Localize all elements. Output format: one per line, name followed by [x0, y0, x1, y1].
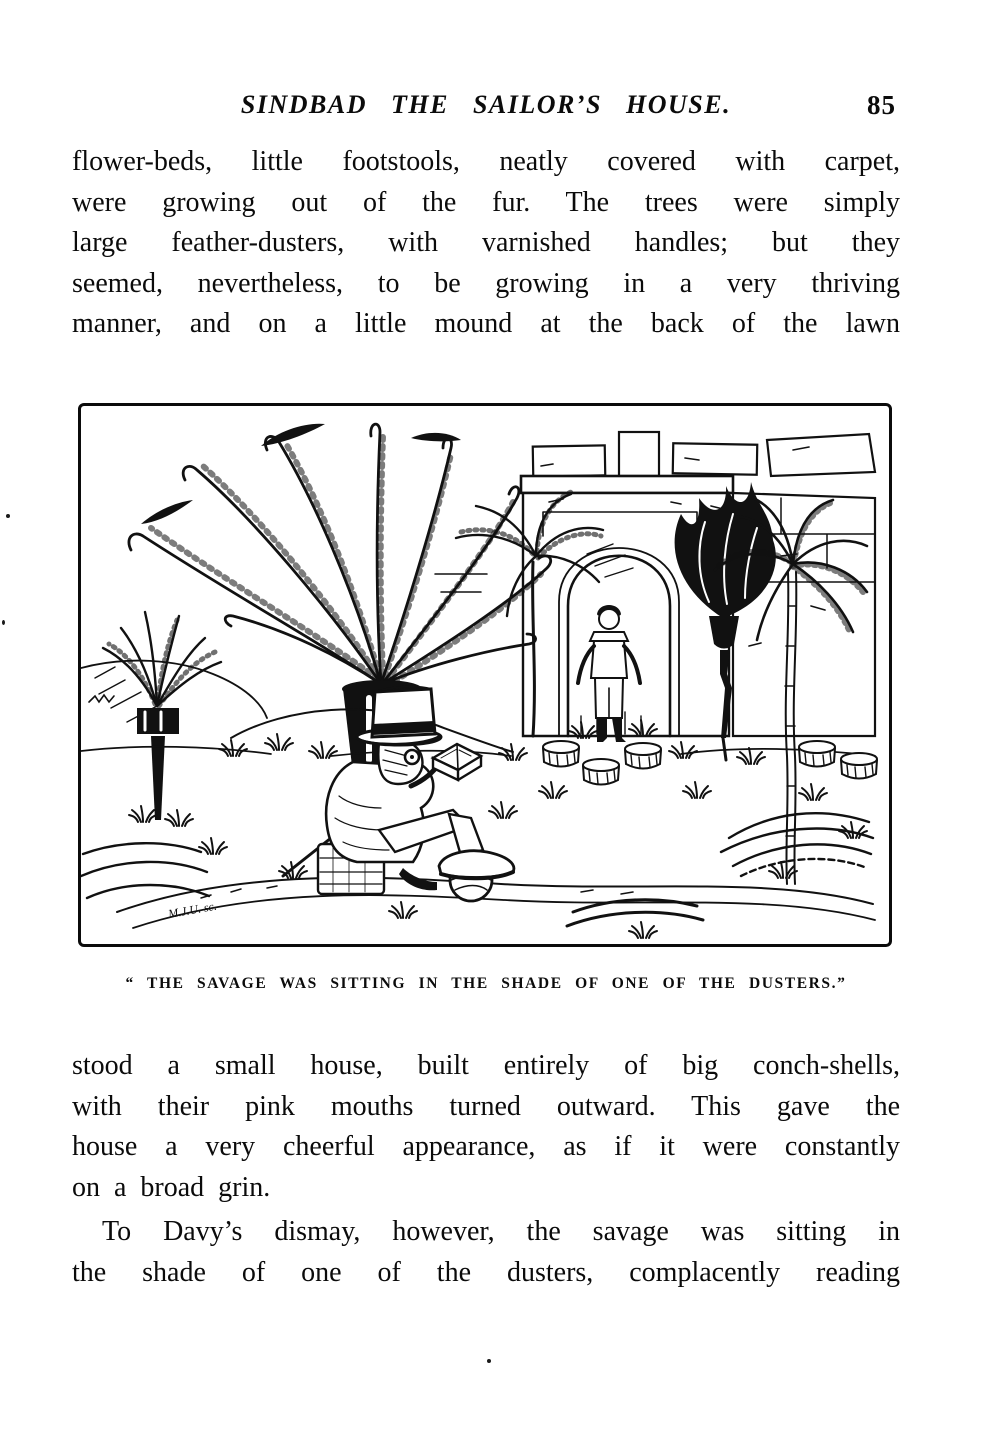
- text-line: seemed, nevertheless, to be growing in a very thriving: [72, 267, 900, 299]
- tree-stump: [583, 759, 619, 785]
- print-speck: [2, 620, 5, 625]
- text-line: the shade of one of the dusters, complacently reading: [72, 1256, 900, 1288]
- print-speck: [6, 514, 10, 518]
- text-line: To Davy’s dismay, however, the savage was sitting in: [102, 1216, 900, 1247]
- boy-boot-left: [597, 718, 607, 742]
- text-line: on a broad grin.: [72, 1171, 271, 1203]
- boy-torso: [591, 641, 627, 678]
- page-number: 85: [867, 90, 896, 120]
- open-book: [433, 744, 481, 780]
- paragraph-2: [72, 1046, 900, 1208]
- tree-stump: [799, 741, 835, 767]
- text-line: with their pink mouths turned outward. This gave the: [72, 1090, 900, 1122]
- print-speck: [487, 1359, 491, 1363]
- tree-stump: [625, 743, 661, 769]
- text-line: large feather-dusters, with varnished handles; but they: [72, 227, 900, 258]
- engraver-signature: M.J.U. sc.: [167, 898, 218, 921]
- chapter-title: SINDBAD THE SAILOR’S HOUSE.: [240, 90, 732, 119]
- text-line: manner, and on a little mound at the back of the lawn: [72, 308, 900, 339]
- text-line: flower-beds, little footstools, neatly covered with carpet,: [72, 146, 900, 177]
- paragraph-3: [72, 1212, 900, 1293]
- engraving: [81, 406, 889, 944]
- savage-figure: [283, 687, 514, 901]
- tree-stump: [543, 741, 579, 767]
- paragraph-1: [72, 142, 900, 345]
- tree-stump: [841, 753, 877, 779]
- boy-head: [599, 609, 619, 629]
- illustration-frame: [78, 403, 892, 947]
- text-line: stood a small house, built entirely of big conch-shells,: [72, 1050, 900, 1081]
- boy-collar: [590, 632, 628, 641]
- text-line: house a very cheerful appearance, as if it were constantly: [72, 1131, 900, 1162]
- text-line: were growing out of the fur. The trees were simply: [72, 186, 900, 218]
- running-header: [72, 90, 900, 124]
- illustration-caption: “ THE SAVAGE WAS SITTING IN THE SHADE OF ONE OF THE DUSTERS.”: [125, 975, 847, 992]
- feather-duster-small: [103, 612, 221, 820]
